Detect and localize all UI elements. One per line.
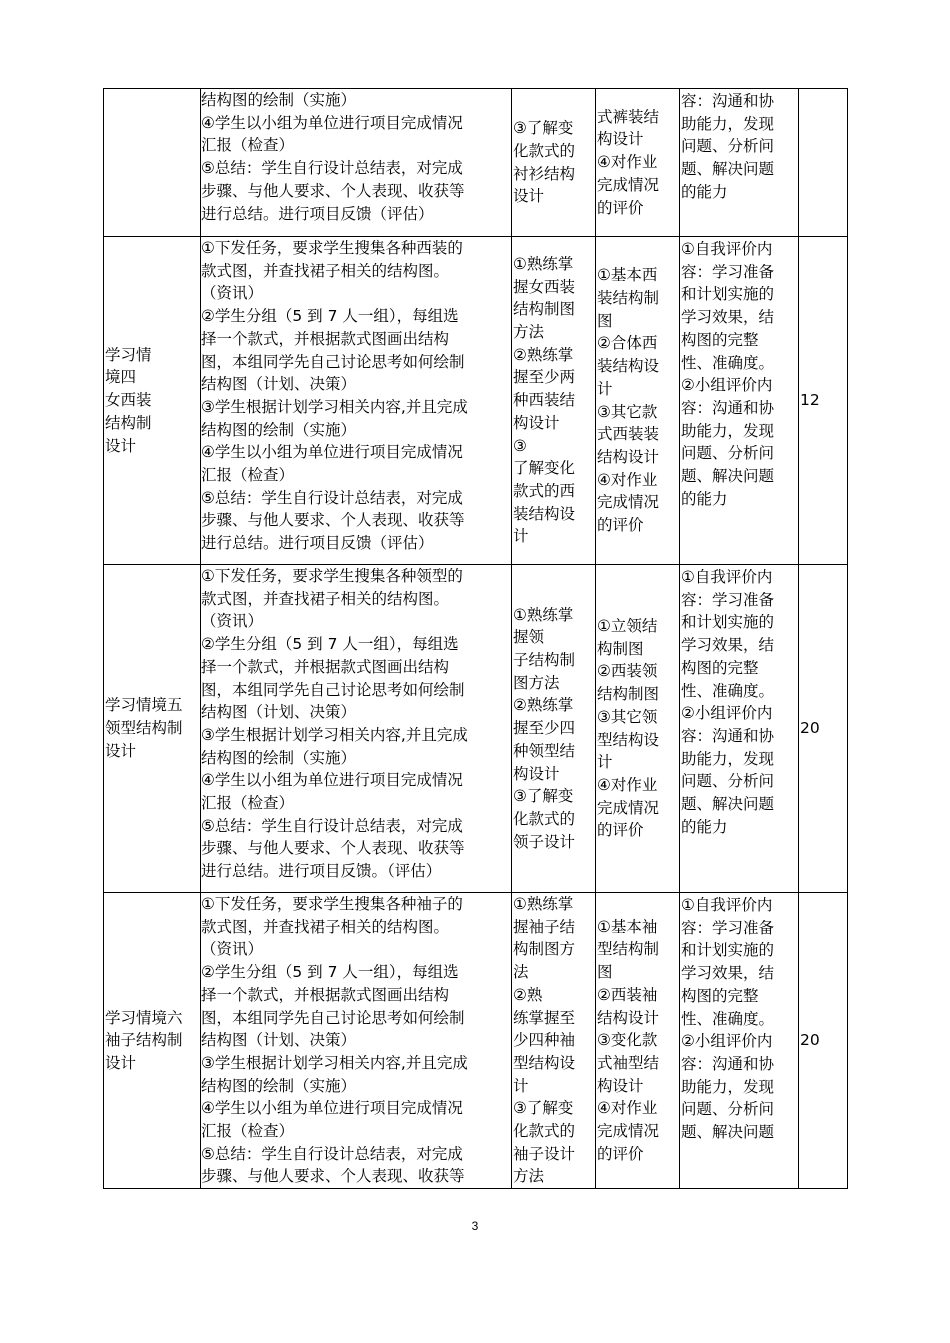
- cell-line: ①基本西: [597, 266, 658, 285]
- cell-line: ④学生以小组为单位进行项目完成情况: [201, 113, 463, 132]
- cell-line: 助能力，发现: [681, 1077, 775, 1096]
- cell-line: 容：学习准备: [681, 262, 775, 281]
- cell-line: ①立领结: [597, 616, 658, 635]
- cell-line: 图，本组同学先自己讨论思考如何绘制: [201, 1008, 465, 1027]
- cell-line: ①下发任务，要求学生搜集各种袖子的: [201, 895, 463, 913]
- cell-line: 握至少两: [513, 368, 576, 387]
- cell-line: 结构图的绘制（实施）: [201, 748, 357, 767]
- hours-cell: 20: [799, 565, 848, 893]
- content-cell: [596, 565, 680, 893]
- cell-line: 握袖子结: [513, 917, 576, 936]
- cell-line: ②西装领: [597, 662, 658, 681]
- cell-line: ③变化款: [597, 1031, 658, 1050]
- cell-line: ④对作业: [597, 153, 658, 172]
- cell-line: 装结构设: [597, 357, 660, 376]
- objectives-cell: [512, 893, 596, 1189]
- cell-line: 和计划实施的: [681, 613, 775, 632]
- cell-line: 构设计: [513, 764, 560, 783]
- cell-line: 汇报（检查）: [201, 136, 295, 155]
- cell-line: 款式图，并查找裙子相关的结构图。: [201, 589, 450, 608]
- objectives-cell: [512, 237, 596, 565]
- cell-line: 择一个款式，并根据款式图画出结构: [201, 985, 450, 1004]
- cell-line: 问题、分析问: [681, 137, 775, 156]
- cell-line: 领子设计: [513, 832, 576, 851]
- cell-line: 种领型结: [513, 741, 576, 760]
- cell-line: 完成情况: [597, 798, 660, 817]
- cell-line: 式西装装: [597, 425, 660, 444]
- cell-line: 择一个款式，并根据款式图画出结构: [201, 329, 450, 348]
- content-cell: [596, 237, 680, 565]
- steps-cell: [201, 237, 512, 565]
- cell-line: 型结构制: [597, 940, 660, 959]
- situation-cell: [104, 893, 201, 1189]
- cell-line: （资讯）: [201, 612, 264, 631]
- cell-line: ②合体西: [597, 334, 658, 353]
- cell-line: 容：沟通和协: [681, 726, 775, 745]
- steps-cell: [201, 893, 512, 1189]
- cell-line: 构制图: [597, 639, 644, 658]
- cell-line: ②熟: [513, 985, 543, 1004]
- cell-line: 设计: [105, 1053, 137, 1072]
- page-number: 3: [471, 1219, 479, 1233]
- cell-line: 学习情境五: [105, 696, 183, 715]
- cell-line: ③学生根据计划学习相关内容,并且完成: [201, 397, 468, 416]
- cell-line: 问题、分析问: [681, 444, 775, 463]
- cell-line: ⑤总结：学生自行设计总结表，对完成: [201, 488, 463, 507]
- cell-line: 学习效果，结: [681, 964, 775, 983]
- cell-line: 图: [597, 963, 613, 982]
- cell-line: 构设计: [513, 413, 560, 432]
- cell-line: 结构设计: [597, 1008, 660, 1027]
- cell-line: ④学生以小组为单位进行项目完成情况: [201, 1099, 463, 1118]
- steps-cell: [201, 89, 512, 237]
- cell-line: 图: [597, 311, 613, 330]
- cell-line: 题、解决问题: [681, 160, 775, 179]
- cell-line: 助能力，发现: [681, 421, 775, 440]
- table-row: [104, 89, 848, 237]
- cell-line: 题、解决问题: [681, 1123, 775, 1142]
- cell-line: 设计: [105, 436, 137, 455]
- cell-line: 容：沟通和协: [681, 398, 775, 417]
- cell-line: 构图的完整: [681, 986, 759, 1005]
- cell-line: 构图的完整: [681, 330, 759, 349]
- cell-line: 题、解决问题: [681, 467, 775, 486]
- cell-line: 步骤、与他人要求、个人表现、收获等: [201, 839, 465, 858]
- cell-line: 子结构制: [513, 651, 576, 670]
- cell-line: 和计划实施的: [681, 285, 775, 304]
- cell-line: 握至少四: [513, 719, 576, 738]
- cell-line: （资讯）: [201, 284, 264, 303]
- cell-line: 助能力，发现: [681, 114, 775, 133]
- cell-line: 的评价: [597, 516, 644, 535]
- cell-line: 了解变化: [513, 459, 576, 478]
- cell-line: 种西装结: [513, 391, 576, 410]
- cell-line: 化款式的: [513, 141, 576, 160]
- evaluation-cell: [680, 565, 799, 893]
- cell-line: 的评价: [597, 821, 644, 840]
- cell-line: 构设计: [597, 1076, 644, 1095]
- cell-line: 型结构设: [597, 730, 660, 749]
- cell-line: 图，本组同学先自己讨论思考如何绘制: [201, 680, 465, 699]
- situation-cell: [104, 237, 201, 565]
- cell-line: ④学生以小组为单位进行项目完成情况: [201, 771, 463, 790]
- situation-cell: [104, 89, 201, 237]
- cell-line: ③了解变: [513, 1099, 574, 1118]
- cell-line: ①自我评价内: [681, 240, 773, 258]
- objectives-cell: [512, 89, 596, 237]
- cell-line: ①熟练掌: [513, 895, 574, 913]
- cell-line: 结构设计: [597, 447, 660, 466]
- cell-line: 款式图，并查找裙子相关的结构图。: [201, 261, 450, 280]
- cell-line: 款式的西: [513, 481, 576, 500]
- table-row: [104, 893, 848, 1189]
- cell-line: 步骤、与他人要求、个人表现、收获等: [201, 511, 465, 530]
- cell-line: 进行总结。进行项目反馈。（评估）: [201, 862, 442, 881]
- cell-line: 握女西装: [513, 277, 576, 296]
- cell-line: 进行总结。进行项目反馈（评估）: [201, 204, 434, 223]
- cell-line: ①熟练掌: [513, 254, 574, 273]
- cell-line: 的评价: [597, 1144, 644, 1163]
- cell-line: 进行总结。进行项目反馈（评估）: [201, 534, 434, 553]
- cell-line: ③学生根据计划学习相关内容,并且完成: [201, 725, 468, 744]
- cell-line: ④学生以小组为单位进行项目完成情况: [201, 443, 463, 462]
- cell-line: 完成情况: [597, 493, 660, 512]
- cell-line: 结构图（计划、决策）: [201, 375, 357, 394]
- content-cell: [596, 893, 680, 1189]
- cell-line: ①自我评价内: [681, 896, 773, 914]
- cell-line: 构制图方: [513, 940, 576, 959]
- cell-line: 学习情: [105, 345, 152, 364]
- cell-line: ④对作业: [597, 775, 658, 794]
- situation-cell: [104, 565, 201, 893]
- cell-line: 助能力，发现: [681, 749, 775, 768]
- cell-line: ②小组评价内: [681, 376, 773, 395]
- table-body: [104, 89, 848, 1189]
- hours-cell: 20: [799, 893, 848, 1189]
- cell-line: ⑤总结：学生自行设计总结表，对完成: [201, 159, 463, 178]
- cell-line: 的能力: [681, 182, 728, 201]
- cell-line: ②学生分组（5 到 7 人一组），每组选: [201, 635, 459, 654]
- objectives-cell: [512, 565, 596, 893]
- cell-line: 完成情况: [597, 175, 660, 194]
- cell-line: 性、准确度。: [681, 1009, 775, 1028]
- cell-line: ②小组评价内: [681, 704, 773, 723]
- evaluation-cell: [680, 893, 799, 1189]
- cell-line: 计: [597, 753, 613, 772]
- cell-line: 的能力: [681, 489, 728, 508]
- table-row: [104, 565, 848, 893]
- cell-line: 式裤装结: [597, 107, 660, 126]
- cell-line: 容：沟通和协: [681, 92, 775, 110]
- cell-line: ①基本袖: [597, 917, 658, 936]
- cell-line: 学习效果，结: [681, 308, 775, 327]
- cell-line: 结构图的绘制（实施）: [201, 91, 357, 109]
- cell-line: 握领: [513, 628, 545, 647]
- cell-line: 的能力: [681, 817, 728, 836]
- cell-line: 容：学习准备: [681, 590, 775, 609]
- cell-line: 容：沟通和协: [681, 1054, 775, 1073]
- cell-line: 方法: [513, 323, 545, 342]
- cell-line: 学习情境六: [105, 1008, 183, 1027]
- cell-line: 和计划实施的: [681, 941, 775, 960]
- cell-line: 图，本组同学先自己讨论思考如何绘制: [201, 352, 465, 371]
- cell-line: 结构制图: [597, 685, 660, 704]
- cell-line: ②小组评价内: [681, 1032, 773, 1051]
- cell-line: 袖子设计: [513, 1144, 576, 1163]
- cell-line: 计: [597, 379, 613, 398]
- cell-line: ②学生分组（5 到 7 人一组），每组选: [201, 963, 459, 982]
- cell-line: 结构制图: [513, 300, 576, 319]
- cell-line: ⑤总结：学生自行设计总结表，对完成: [201, 816, 463, 835]
- cell-line: ③其它款: [597, 402, 658, 421]
- cell-line: ②西装袖: [597, 985, 658, 1004]
- cell-line: ⑤总结：学生自行设计总结表，对完成: [201, 1144, 463, 1163]
- cell-line: 化款式的: [513, 1122, 576, 1141]
- cell-line: 性、准确度。: [681, 681, 775, 700]
- cell-line: ①自我评价内: [681, 568, 773, 586]
- steps-cell: [201, 565, 512, 893]
- evaluation-cell: [680, 89, 799, 237]
- hours-cell: [799, 89, 848, 237]
- cell-line: 结构图的绘制（实施）: [201, 1076, 357, 1095]
- cell-line: 结构制: [105, 413, 152, 432]
- cell-line: 图方法: [513, 673, 560, 692]
- cell-line: 学习效果，结: [681, 636, 775, 655]
- cell-line: 步骤、与他人要求、个人表现、收获等: [201, 181, 465, 200]
- cell-line: ③: [513, 436, 527, 455]
- cell-line: （资讯）: [201, 940, 264, 959]
- cell-line: ①下发任务，要求学生搜集各种领型的: [201, 567, 463, 585]
- cell-line: 式袖型结: [597, 1053, 660, 1072]
- cell-line: ②熟练掌: [513, 345, 574, 364]
- cell-line: ③其它领: [597, 707, 658, 726]
- cell-line: ②熟练掌: [513, 696, 574, 715]
- cell-line: 汇报（检查）: [201, 794, 295, 813]
- cell-line: ②学生分组（5 到 7 人一组），每组选: [201, 307, 459, 326]
- cell-line: 款式图，并查找裙子相关的结构图。: [201, 917, 450, 936]
- cell-line: 结构图（计划、决策）: [201, 1031, 357, 1050]
- cell-line: ③了解变: [513, 119, 574, 138]
- cell-line: 女西装: [105, 391, 152, 410]
- cell-line: 择一个款式，并根据款式图画出结构: [201, 657, 450, 676]
- cell-line: 计: [513, 527, 529, 546]
- cell-line: 问题、分析问: [681, 772, 775, 791]
- course-plan-table: [103, 88, 848, 1189]
- cell-line: 设计: [105, 741, 137, 760]
- cell-line: 题、解决问题: [681, 795, 775, 814]
- cell-line: 境四: [105, 368, 137, 387]
- cell-line: 计: [513, 1076, 529, 1095]
- cell-line: 型结构设: [513, 1053, 576, 1072]
- cell-line: ③了解变: [513, 787, 574, 806]
- cell-line: 构图的完整: [681, 658, 759, 677]
- evaluation-cell: [680, 237, 799, 565]
- cell-line: 袖子结构制: [105, 1031, 183, 1050]
- cell-line: 方法: [513, 1167, 545, 1186]
- cell-line: ①熟练掌: [513, 605, 574, 624]
- cell-line: 法: [513, 963, 529, 982]
- cell-line: 少四种袖: [513, 1031, 576, 1050]
- cell-line: 化款式的: [513, 809, 576, 828]
- cell-line: ①下发任务，要求学生搜集各种西装的: [201, 239, 463, 257]
- cell-line: ③学生根据计划学习相关内容,并且完成: [201, 1053, 468, 1072]
- hours-cell: 12: [799, 237, 848, 565]
- cell-line: 装结构设: [513, 504, 576, 523]
- cell-line: 容：学习准备: [681, 918, 775, 937]
- content-cell: [596, 89, 680, 237]
- cell-line: 性、准确度。: [681, 353, 775, 372]
- cell-line: 衬衫结构: [513, 164, 576, 183]
- cell-line: 的评价: [597, 198, 644, 217]
- cell-line: 结构图（计划、决策）: [201, 703, 357, 722]
- cell-line: 练掌握至: [513, 1008, 576, 1027]
- cell-line: ④对作业: [597, 1099, 658, 1118]
- cell-line: 设计: [513, 187, 545, 206]
- cell-line: 步骤、与他人要求、个人表现、收获等: [201, 1167, 465, 1186]
- cell-line: ④对作业: [597, 470, 658, 489]
- cell-line: 结构图的绘制（实施）: [201, 420, 357, 439]
- cell-line: 构设计: [597, 130, 644, 149]
- table-row: [104, 237, 848, 565]
- cell-line: 汇报（检查）: [201, 466, 295, 485]
- cell-line: 汇报（检查）: [201, 1122, 295, 1141]
- cell-line: 领型结构制: [105, 719, 183, 738]
- cell-line: 完成情况: [597, 1122, 660, 1141]
- cell-line: 装结构制: [597, 288, 660, 307]
- cell-line: 问题、分析问: [681, 1100, 775, 1119]
